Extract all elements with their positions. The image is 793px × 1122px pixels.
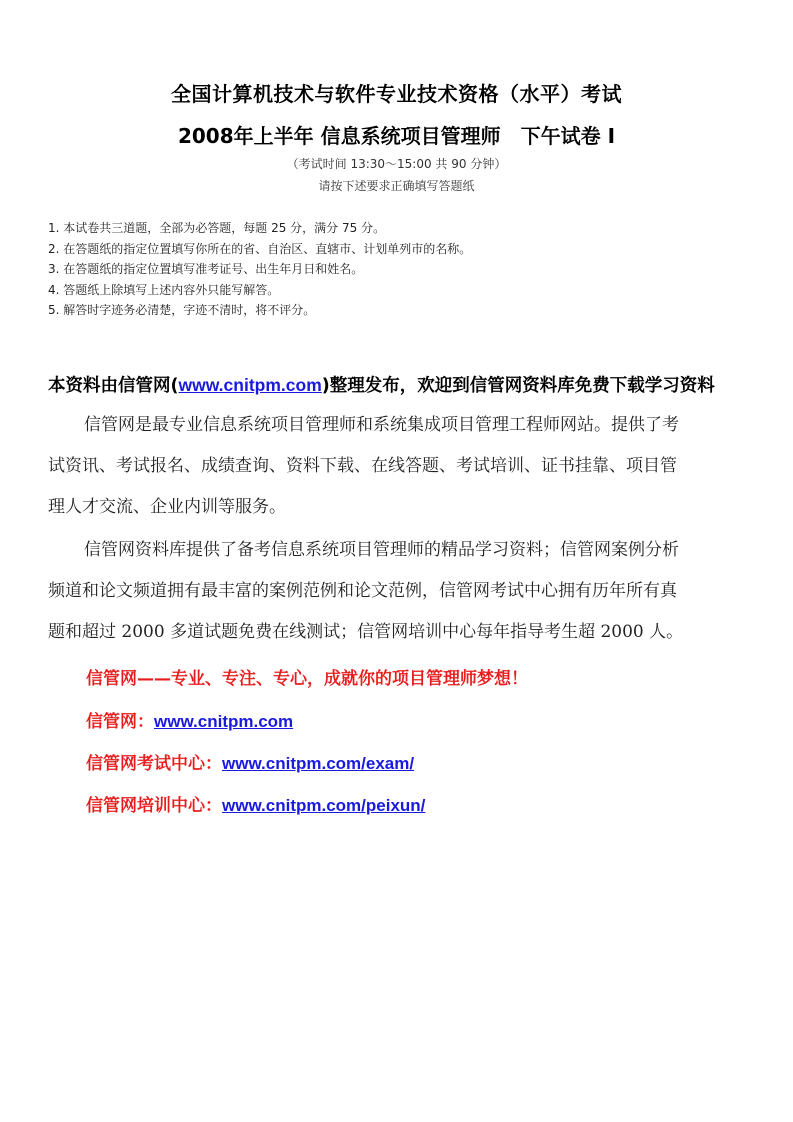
paragraph-line: 理人才交流、企业内训等服务。 [48,497,286,517]
exam-title: 全国计算机技术与软件专业技术资格（水平）考试 [171,82,622,106]
intro-paragraph [48,405,748,528]
rule-item: 1. 本试卷共三道题，全部为必答题，每题 25 分，满分 75 分。 [48,221,386,235]
source-banner [48,372,715,397]
exam-center-link[interactable]: www.cnitpm.com/exam/ [222,754,415,773]
paragraph-line: 频道和论文频道拥有最丰富的案例范例和论文范例，信管网考试中心拥有历年所有真 [48,581,677,601]
site-link[interactable]: www.cnitpm.com [154,712,294,731]
paragraph-line: 信管网是最专业信息系统项目管理师和系统集成项目管理工程师网站。提供了考 [84,415,679,435]
training-center-link[interactable]: www.cnitpm.com/peixun/ [222,796,426,815]
promo-training-center [86,791,425,816]
exam-time: （考试时间 13:30～15:00 共 90 分钟） [286,157,507,171]
training-center-label: 信管网培训中心： [86,796,222,816]
paragraph-line: 题和超过 2000 多道试题免费在线测试；信管网培训中心每年指导考生超 2000 人。 [48,622,684,642]
banner-suffix: )整理发布，欢迎到信管网资料库免费下载学习资料 [321,376,715,396]
site-label: 信管网： [86,712,154,732]
rule-item: 5. 解答时字迹务必清楚，字迹不清时，将不评分。 [48,303,316,317]
promo-site [86,707,293,732]
banner-site-link[interactable]: www.cnitpm.com [178,375,322,395]
exam-subtitle [0,120,793,149]
exam-instruction: 请按下述要求正确填写答题纸 [318,179,475,193]
rules-list [48,218,471,321]
rule-item: 3. 在答题纸的指定位置填写准考证号、出生年月日和姓名。 [48,262,364,276]
rule-item: 2. 在答题纸的指定位置填写你所在的省、自治区、直辖市、计划单列市的名称。 [48,241,472,256]
paragraph-line: 信管网资料库提供了备考信息系统项目管理师的精品学习资料；信管网案例分析 [84,540,679,560]
banner-prefix: 本资料由信管网( [48,376,179,396]
promo-slogan: 信管网——专业、专注、专心，成就你的项目管理师梦想！ [86,669,528,689]
exam-subtitle-main: 2008年上半年 信息系统项目管理师 [177,124,501,148]
promo-exam-center [86,749,414,774]
exam-center-label: 信管网考试中心： [86,754,222,774]
resources-paragraph [48,530,748,653]
exam-paper-label: 下午试卷 I [520,124,616,148]
rule-item: 4. 答题纸上除填写上述内容外只能写解答。 [48,282,280,297]
paragraph-line: 试资讯、考试报名、成绩查询、资料下载、在线答题、考试培训、证书挂靠、项目管 [48,456,677,476]
